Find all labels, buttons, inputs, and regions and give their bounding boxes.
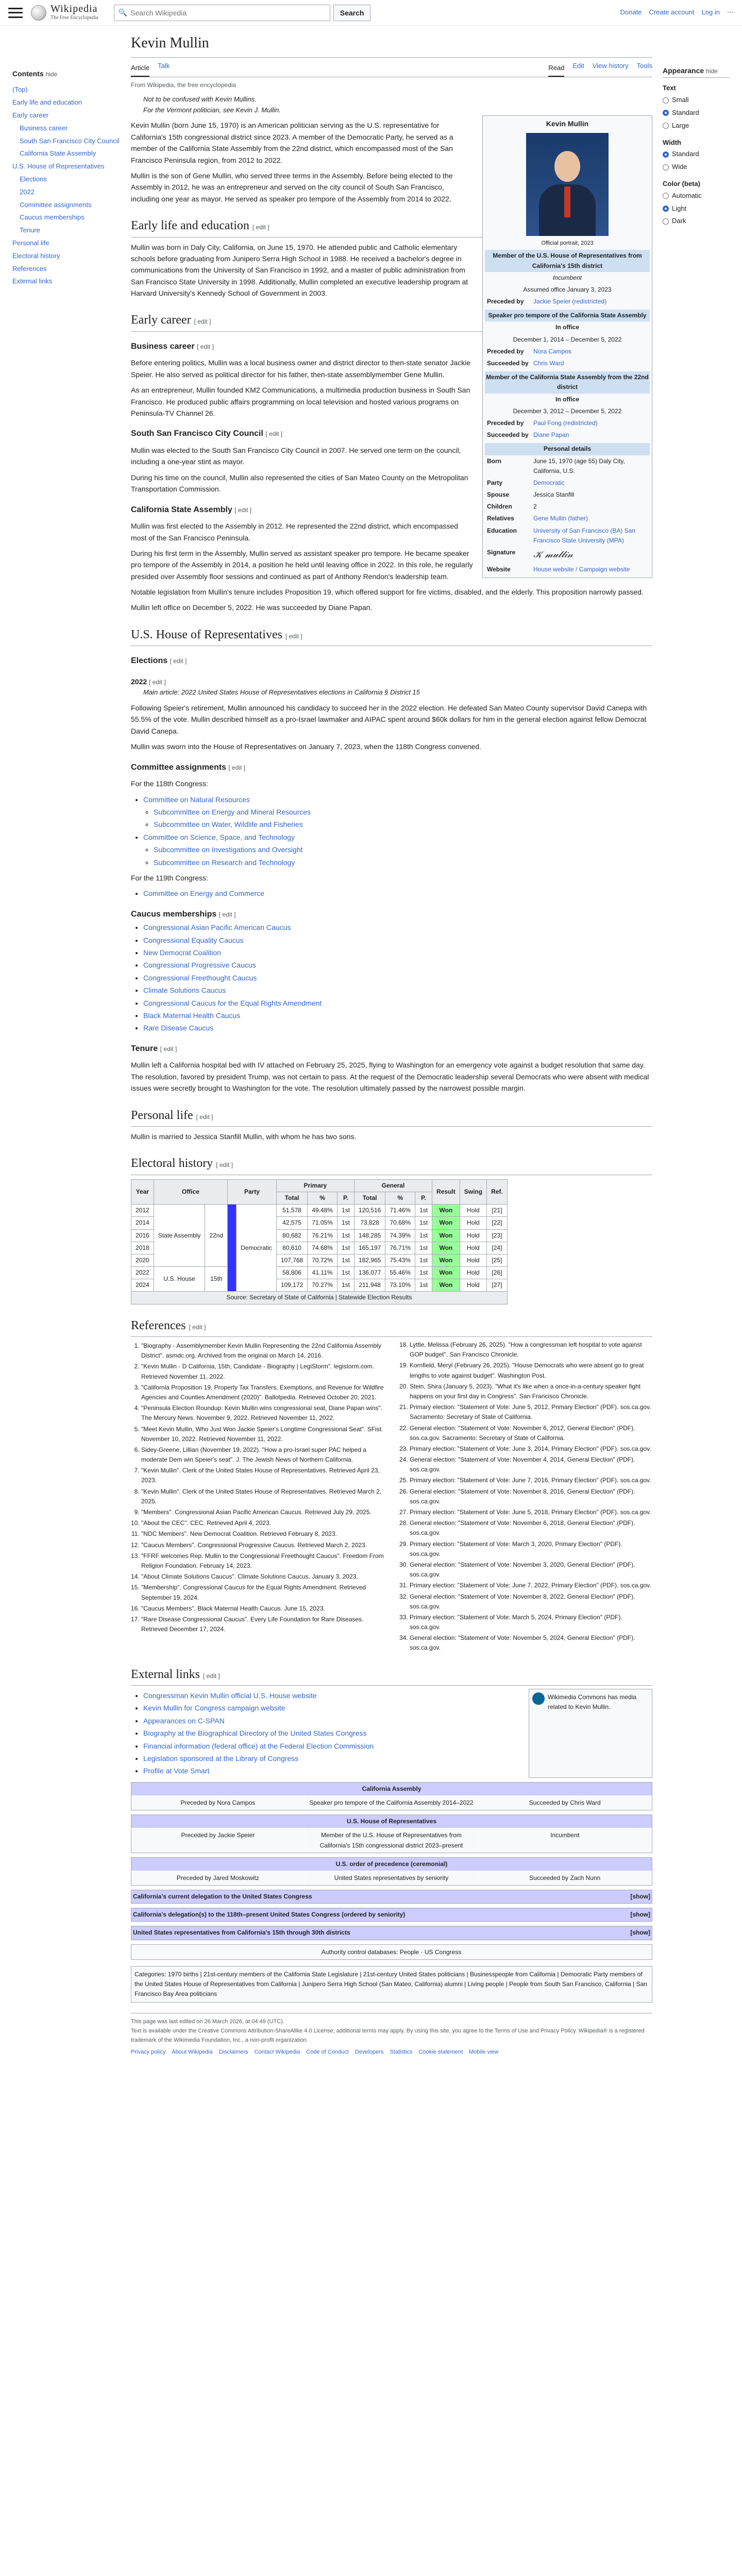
succession-cell[interactable]: Member of the U.S. House of Representatives from California's 15th congressional district 2023–present [305,1828,479,1852]
reference-item: 3. "California Proposition 19, Property Tax Transfers, Exemptions, and Revenue for Wildfire Agencies and Counties Amendment (2020)". Ballotpedia. Retrieved October 20, 2021. [141,1383,384,1402]
lead-paragraph: Kevin Mullin (born June 15, 1970) is an American politician serving as the U.S. representative for California's 15th congressional district since 2023. A member of the Democratic Party, he served as a member of the California State Assembly from the 22nd district, which encompassed most of the San Francisco Peninsula region, from 2012 to 2022. [131,121,453,164]
subsection-heading: Caucus memberships [ edit ] [131,909,236,919]
toc-item[interactable]: Elections [20,175,47,183]
succession-cell[interactable]: United States representatives by seniority [305,1871,479,1885]
appearance-option[interactable]: Light [663,202,730,215]
committee-list [143,794,652,868]
edit-link[interactable]: [ edit ] [285,632,302,640]
section-heading: External links [ edit ] [131,1665,652,1686]
footer-link[interactable]: Code of Conduct [306,2049,349,2056]
caucus-link[interactable]: Congressional Caucus for the Equal Rights Amendment [143,998,322,1007]
more-icon[interactable]: ⋯ [727,8,734,16]
subcommittee-link[interactable]: Subcommittee on Research and Technology [154,858,295,867]
login-link[interactable]: Log in [701,8,720,16]
edit-link[interactable]: [ edit ] [228,764,246,771]
caucus-link[interactable]: Congressional Asian Pacific American Caucus [143,923,291,932]
table-of-contents [12,26,121,2057]
ref-link[interactable]: [21] [487,1205,508,1217]
from-wikipedia: From Wikipedia, the free encyclopedia [131,81,237,89]
toc-item[interactable]: Caucus memberships [20,213,85,222]
external-link[interactable]: Financial information (federal office) at the Federal Election Commission [143,1741,374,1750]
toc-item[interactable]: 2022 [20,188,35,196]
appearance-option[interactable]: Standard [663,107,730,120]
page-tabs [131,61,652,77]
tab-article[interactable]: Article [131,61,149,77]
section-heading: Early career [ edit ] [131,310,652,331]
footer-link[interactable]: Disclaimers [218,2049,248,2056]
navbox[interactable]: California's delegation(s) to the 118th–present United States Congress (ordered by seniority) [show] [131,1908,652,1922]
search-box [114,5,330,21]
radio-icon [663,206,669,212]
subsection-heading: 2022 [ edit ] [131,677,166,686]
paragraph: During his time on the council, Mullin also represented the cities of San Mateo County on the Metropolitan Transportation Commission. [131,473,468,494]
edit-link[interactable]: [ edit ] [265,430,283,438]
party-color-swatch [228,1205,237,1292]
table-row: 2022 U.S. House 15th 58,806 41.11% 1st 136,077 55.46% 1st Won Hold [26] [131,1267,508,1279]
edit-link[interactable]: [ edit ] [149,678,166,686]
reference-item: 12. "Caucus Members". Congressional Progressive Caucus. Retrieved March 2, 2023. [141,1540,384,1550]
footer-link[interactable]: Cookie statement [418,2049,463,2056]
search-button[interactable]: Search [333,5,371,21]
reference-item: 22. General election: "Statement of Vote: November 6, 2012, General Election" (PDF). sos.ca.gov. Sacramento: Secretary of State of California. [410,1423,652,1443]
radio-icon [663,123,669,129]
caucus-link[interactable]: Rare Disease Caucus [143,1024,214,1032]
succession-cell[interactable]: Preceded by Jackie Speier [131,1828,305,1852]
edit-link[interactable]: [ edit ] [216,1161,233,1169]
references-list [131,1340,652,1653]
ref-link[interactable]: [24] [487,1242,508,1254]
reference-item: 26. General election: "Statement of Vote: November 8, 2016, General Election" (PDF). sos.ca.gov. [410,1487,652,1506]
succession-box: U.S. House of Representatives Preceded by Jackie Speier Member of the U.S. House of Representatives from California's 15th congressional district 2023–present Incumbent [131,1815,652,1853]
reference-item: 30. General election: "Statement of Vote: November 3, 2020, General Election" (PDF). sos.ca.gov. [410,1560,652,1580]
infobox: Kevin Mullin Official portrait, 2023 Member of the U.S. House of Representatives from California's 15th district Incumbent Assumed office January 3, 2023 Preceded by Jackie Speier (redistricted) Speaker pro tempore of the California State Assembly In office December 1, 2014 – December 5, 2022 Preceded by Nora Campos Succeeded by Chris Ward Member of the California State Assembly from the 22nd district In office December 3, 2012 – December 5, 2022 Preceded by Paul Fong (redistricted) Succeeded by Diane Papan Personal details Born June 15, 1970 (age 55) Daly City, California, U.S. Party Democratic Spouse Jessica Stanfill Children 2 Relatives Gene Mullin (father) Education University of San Francisco (BA) San Francisco State University (MPA) Signature 𝒦 𝓂𝓊𝓁𝓁𝒾𝓃 Website House website / Campaign website [482,115,652,578]
paragraph: Mullin was sworn into the House of Representatives on January 7, 2023, when the 118th Congress convened. [131,742,481,751]
toc-title: Contents hide [12,70,58,78]
tab-tools[interactable]: Tools [636,61,652,70]
external-link[interactable]: Biography at the Biographical Directory of the United States Congress [143,1729,367,1738]
reference-item: 18. Lyttle, Melissa (February 26, 2025). "How a congressman left hospital to vote against GOP budget". San Francisco Chronicle. [410,1340,652,1360]
children-value: 2 [533,503,537,511]
page-title: Kevin Mullin [131,26,652,58]
paragraph: For the 119th Congress: [131,873,208,882]
paragraph: Following Speier's retirement, Mullin announced his candidacy to succeed her in the 2022 election. He defeated San Mateo County supervisor David Canepa with 55.5% of the vote. Mullin described himself as a pro-Israel lawmaker and AIPAC spent around $60k dollars for him in the general election against fellow Democrat David Canepa. [131,704,647,735]
toc-item[interactable]: Committee assignments [20,200,92,209]
navbox-show-button[interactable]: [show] [630,1893,650,1901]
radio-icon [663,164,669,171]
term-dates: December 3, 2012 – December 5, 2022 [513,407,622,415]
main-menu-icon[interactable] [8,8,23,18]
tab-edit[interactable]: Edit [572,61,584,70]
caucus-link[interactable]: Congressional Equality Caucus [143,936,244,944]
reference-item: 32. General election: "Statement of Vote: November 8, 2022, General Election" (PDF). sos.ca.gov. [410,1592,652,1612]
office-header: Member of the California State Assembly from the 22nd district [485,371,650,393]
assumed-office: Assumed office January 3, 2023 [523,285,612,293]
license-text: Text is available under the Creative Commons Attribution-ShareAlike 4.0 License; additional terms may apply. By using this site, you agree to the Terms of Use and Privacy Policy. Wikipedia® is a registered trademark of the Wikimedia Foundation, Inc., a non-profit organization. [131,2028,645,2043]
spouse-value: Jessica Stanfill [533,491,575,499]
caucus-link[interactable]: Black Maternal Health Caucus [143,1011,241,1020]
subcommittee-link[interactable]: Subcommittee on Energy and Mineral Resources [154,807,311,816]
caucus-list [143,922,652,1034]
paragraph: Notable legislation from Mullin's tenure includes Proposition 19, which offered support for fire victims, disabled, and the elderly. This proposition narrowly passed. [131,588,644,597]
succession-cell[interactable]: Preceded by Jared Moskowitz [131,1871,305,1885]
portrait-image[interactable] [526,133,609,236]
categories-box: Categories: 1970 births | 21st-century members of the California State Legislature | 21st-century United States politicians | Businesspeople from California | Democratic Party members of the United States House of Representatives from California | Junipero Serra High School (San Mateo, California) alumni | Living people | People from South San Francisco, California | San Francisco Bay Area politicians [131,1966,652,2003]
table-row: 2024 109,172 70.27% 1st 211,948 73.10% 1st Won Hold [27] [131,1279,508,1292]
toc-item[interactable]: Electoral history [12,251,60,260]
reference-item: 2. "Kevin Mullin - D California, 15th, Candidate - Biography | LegiStorm". legistorm.com. Retrieved November 11, 2022. [141,1362,384,1381]
infobox-name: Kevin Mullin [546,120,589,128]
create-account-link[interactable]: Create account [649,8,695,16]
appearance-option[interactable]: Small [663,94,730,107]
subsection-heading: Elections [ edit ] [131,656,187,666]
radio-icon [663,97,669,104]
section-heading: Personal life [ edit ] [131,1106,652,1127]
donate-link[interactable]: Donate [620,8,642,16]
navbox-show-button[interactable]: [show] [630,1911,650,1919]
subcommittee-link[interactable]: Subcommittee on Water, Wildlife and Fisheries [154,820,303,829]
reference-item: 34. General election: "Statement of Vote: November 5, 2024, General Election" (PDF). sos.ca.gov. [410,1633,652,1653]
committee-link[interactable]: Committee on Natural Resources [143,795,250,804]
edit-link[interactable]: [ edit ] [252,224,269,231]
ref-link[interactable]: [25] [487,1254,508,1266]
reference-item: 11. "NDC Members". New Democrat Coalition. Retrieved February 8, 2023. [141,1529,384,1539]
subsection-heading: South San Francisco City Council [ edit ] [131,429,283,438]
toc-item[interactable]: U.S. House of Representatives [12,162,105,171]
portrait-caption: Official portrait, 2023 [541,240,594,246]
toc-item[interactable]: Early life and education [12,98,82,107]
relatives-link[interactable]: Gene Mullin (father) [533,515,588,522]
radio-icon [663,218,669,225]
succession-box: California Assembly Preceded by Nora Campos Speaker pro tempore of the California Assembly 2014–2022 Succeeded by Chris Ward [131,1782,652,1810]
radio-icon [663,151,669,158]
reference-item: 23. Primary election: "Statement of Vote: June 3, 2014, Primary Election" (PDF). sos.ca.gov. [410,1444,652,1454]
committee-link[interactable]: Committee on Science, Space, and Technology [143,833,295,841]
ref-link[interactable]: [27] [487,1279,508,1292]
toc-hide-button[interactable]: hide [45,71,58,78]
appearance-panel: Appearance hide Text Small Standard Large Width Standard Wide Color (beta) Automatic Light Dark [663,26,730,2057]
reference-item: 31. Primary election: "Statement of Vote: June 7, 2022, Primary Election" (PDF). sos.ca.gov. [410,1581,652,1590]
lead-paragraph: Mullin is the son of Gene Mullin, who served three terms in the Assembly. Before being elected to the Assembly in 2012, he was an entrepreneur and served on the city council of South San Francisco, including one year as mayor. He served as speaker pro tempore of the Assembly from 2014 to 2022. [131,171,453,203]
radio-icon [663,193,669,199]
footer-link[interactable]: Contact Wikipedia [254,2049,300,2056]
office-header: Member of the U.S. House of Representatives from California's 15th district [485,250,650,272]
footer-link[interactable]: Statistics [390,2049,413,2056]
paragraph: As an entrepreneur, Mullin founded KM2 Communications, a multimedia production business in South San Francisco. He produced public affairs programming on local television and hosted various programs on Peninsula-TV Channel 26. [131,386,470,417]
table-row: 2016 80,682 76.21% 1st 148,285 74.39% 1st Won Hold [23] [131,1229,508,1242]
succession-cell[interactable]: Preceded by Nora Campos [131,1796,305,1810]
toc-item[interactable]: References [12,264,47,273]
reference-item: 16. "Caucus Members". Black Maternal Health Caucus. June 15, 2023. [141,1604,384,1614]
reference-item: 27. Primary election: "Statement of Vote: June 5, 2018, Primary Election" (PDF). sos.ca.gov. [410,1507,652,1517]
edit-link[interactable]: [ edit ] [218,910,236,918]
tagline: The Free Encyclopedia [50,14,98,21]
footer [131,2013,652,2057]
tab-read[interactable]: Read [548,61,564,77]
wordmark: Wikipedia [50,3,98,14]
preceded-by-link[interactable]: Jackie Speier (redistricted) [533,298,607,306]
user-links [620,7,734,18]
external-link[interactable]: Kevin Mullin for Congress campaign website [143,1704,285,1713]
hatnote: For the Vermont politician, see Kevin J. Mullin. [143,106,281,114]
toc-item[interactable]: Personal life [12,239,49,247]
subsection-heading: California State Assembly [ edit ] [131,505,251,514]
edit-link[interactable]: [ edit ] [196,1113,213,1121]
caucus-link[interactable]: New Democrat Coalition [143,948,221,957]
succeeded-by-link[interactable]: Chris Ward [533,360,564,367]
reference-item: 4. "Peninsula Election Roundup: Kevin Mullin wins congressional seat, Diane Papan wins". The Mercury News. November 9, 2022. Retrieved November 11, 2022. [141,1403,384,1423]
paragraph: Mullin left office on December 5, 2022. He was succeeded by Diane Papan. [131,603,373,612]
search-icon: 🔍 [118,8,128,17]
table-source: Source: Secretary of State of California | Statewide Election Results [131,1292,508,1304]
section-heading: U.S. House of Representatives [ edit ] [131,625,652,646]
footer-link[interactable]: About Wikipedia [172,2049,213,2056]
toc-item[interactable]: South San Francisco City Council [20,137,120,145]
external-link[interactable]: Congressman Kevin Mullin official U.S. House website [143,1691,317,1700]
paragraph: During his first term in the Assembly, Mullin served as assistant speaker pro tempore. He became speaker pro tempore of the Assembly in 2014, a position he held until leaving office in 2022. In this role, he regularly presided over Assembly floor sessions and continued as part of Anthony Rendon's leadership team. [131,549,473,581]
table-row: 2014 42,575 71.05% 1st 73,828 70.68% 1st Won Hold [22] [131,1217,508,1229]
reference-item: 1. "Biography - Assemblymember Kevin Mullin Representing the 22nd California Assembly District". asmdc.org. Archived from the original on March 14, 2016. [141,1341,384,1361]
education-link[interactable]: University of San Francisco (BA) San Francisco State University (MPA) [533,527,636,544]
edit-link[interactable]: [ edit ] [194,318,211,326]
reference-item: 6. Sidey-Greene, Lillian (November 19, 2022). "How a pro-Israel super PAC helped a moderate Dem win Speier's seat". J. The Jewish News of Northern California. [141,1445,384,1465]
paragraph: For the 118th Congress: [131,779,208,788]
hatnote: Not to be confused with Kevin Mullins. [143,95,257,103]
ref-link[interactable]: [22] [487,1217,508,1229]
committee-link[interactable]: Committee on Energy and Commerce [143,889,264,898]
edit-link[interactable]: [ edit ] [170,657,187,665]
succession-cell[interactable]: Speaker pro tempore of the California Assembly 2014–2022 [305,1796,479,1810]
navbox-show-button[interactable]: [show] [630,1929,650,1937]
table-row: 2018 80,610 74.68% 1st 165,197 76.71% 1st Won Hold [24] [131,1242,508,1254]
subsection-heading: Committee assignments [ edit ] [131,762,246,772]
reference-item: 5. "Meet Kevin Mullin, Who Just Won Jackie Speier's Longtime Congressional Seat". SFist. November 10, 2022. Retrieved November 11, 2022. [141,1425,384,1444]
commons-box: Wikimedia Commons has media related to Kevin Mullin. [529,1689,652,1778]
reference-item: 8. "Kevin Mullin". Clerk of the United States House of Representatives. Retrieved March 2, 2025. [141,1487,384,1506]
term-dates: December 1, 2014 – December 5, 2022 [513,335,622,343]
subsection-heading: Business career [ edit ] [131,342,214,351]
ref-link[interactable]: [26] [487,1267,508,1279]
reference-item: 21. Primary election: "Statement of Vote: June 5, 2012, Primary Election" (PDF). sos.ca.gov. Sacramento: Secretary of State of California. [410,1402,652,1422]
globe-icon [31,5,46,21]
paragraph: Mullin is married to Jessica Stanfill Mullin, with whom he has two sons. [131,1132,357,1141]
section-heading: Early life and education [ edit ] [131,216,652,237]
edit-link[interactable]: [ edit ] [203,1672,220,1680]
edit-link[interactable]: [ edit ] [160,1045,177,1053]
toc-item[interactable]: California State Assembly [20,149,96,158]
electoral-history-table: Year Office Party Primary General Result Swing Ref. Total % P. Total % P. 2012 State Assembly 22nd Democratic 51,578 49.48% 1st 120,516 71.46% 1st Won Hold [21] 2014 42,575 71.05% 1st 73,828 70.68% 1st Won Hold [22] 2016 80,682 76.21% 1st 148,285 74.39% 1st Won Hold [23] 2018 80,610 74.68% 1st 165,197 76.71% 1st Won Hold [24] 2020 107,768 70.72% 1st 182,965 75.43% 1st Won Hold [25] 2022 U.S. House 15th 58,806 41.11% 1st 136,077 55.46% 1st Won Hold [26] 2024 109,172 70.27% 1st 211,948 73.10% 1st Won Hold [27] Source: Secretary of State of California | Statewide Election Results [131,1179,508,1304]
reference-item: 24. General election: "Statement of Vote: November 4, 2014, General Election" (PDF). sos.ca.gov. [410,1455,652,1475]
external-link[interactable]: Legislation sponsored at the Library of Congress [143,1754,299,1762]
navbox[interactable]: California's current delegation to the United States Congress [show] [131,1890,652,1904]
party-link[interactable]: Democratic [533,479,565,486]
paragraph: Mullin was elected to the South San Francisco City Council in 2007. He served one term on the council, including a one-year stint as mayor. [131,446,461,466]
paragraph: Before entering politics, Mullin was a local business owner and district director to then-state senator Jackie Speier. He also served as political director for his father, then-state assemblymember Gene Mullin. [131,359,471,379]
tab-view-history[interactable]: View history [592,61,629,70]
caucus-link[interactable]: Congressional Progressive Caucus [143,961,256,970]
toc-item[interactable]: Business career [20,124,68,132]
external-link[interactable]: Appearances on C-SPAN [143,1716,225,1725]
subcommittee-link[interactable]: Subcommittee on Investigations and Oversight [154,845,303,854]
search-input[interactable] [130,9,326,17]
appearance-option[interactable]: Automatic [663,190,730,202]
site-header [0,0,742,26]
article-content [121,26,663,2057]
authority-control: Authority control databases: People · US Congress [131,1944,652,1960]
section-heading: References [ edit ] [131,1316,652,1337]
toc-item[interactable]: External links [12,277,53,285]
personal-header: Personal details [485,443,650,455]
reference-item: 10. "About the CEC". CEC. Retrieved April 4, 2023. [141,1518,384,1528]
commons-icon [532,1692,545,1705]
toc-item[interactable]: Early career [12,111,49,119]
appearance-option[interactable]: Dark [663,215,730,228]
appearance-option[interactable]: Wide [663,161,730,174]
appearance-hide-button[interactable]: hide [706,67,718,75]
preceded-by-link[interactable]: Paul Fong (redistricted) [533,419,598,427]
paragraph: Mullin was first elected to the Assembly in 2012. He represented the 22nd district, which encompassed most of the San Francisco Peninsula. [131,522,458,542]
preceded-by-link[interactable]: Nora Campos [533,347,572,355]
signature-image: 𝒦 𝓂𝓊𝓁𝓁𝒾𝓃 [533,549,573,561]
edit-link[interactable]: [ edit ] [234,506,251,514]
footer-link[interactable]: Privacy policy [131,2049,166,2056]
reference-item: 25. Primary election: "Statement of Vote: June 7, 2016, Primary Election" (PDF). sos.ca.gov. [410,1476,652,1485]
reference-item: 29. Primary election: "Statement of Vote: March 3, 2020, Primary Election" (PDF). sos.ca.gov. [410,1539,652,1559]
toc-item[interactable]: (Top) [12,86,28,94]
external-links-list [143,1689,374,1778]
reference-item: 15. "Membership". Congressional Caucus for the Equal Rights Amendment. Retrieved September 19, 2024. [141,1583,384,1602]
succession-box: U.S. order of precedence (ceremonial) Preceded by Jared Moskowitz United States representatives by seniority Succeeded by Zach Nunn [131,1857,652,1886]
navbox[interactable]: United States representatives from California's 15th through 30th districts [show] [131,1926,652,1940]
committee-list [143,888,652,899]
reference-item: 14. "About Climate Solutions Caucus". Climate Solutions Caucus. January 3, 2023. [141,1572,384,1582]
reference-item: 9. "Members". Congressional Asian Pacific American Caucus. Retrieved July 29, 2025. [141,1507,384,1517]
reference-item: 33. Primary election: "Statement of Vote: March 5, 2024, Primary Election" (PDF). sos.ca.gov. [410,1613,652,1632]
reference-item: 7. "Kevin Mullin". Clerk of the United States House of Representatives. Retrieved April 23, 2023. [141,1466,384,1485]
reference-item: 17. "Rare Disease Congressional Caucus". Every Life Foundation for Rare Diseases. Retrieved December 17, 2024. [141,1615,384,1634]
website-link[interactable]: House website / Campaign website [533,565,630,573]
caucus-link[interactable]: Climate Solutions Caucus [143,986,226,995]
appearance-option[interactable]: Standard [663,148,730,161]
paragraph: Mullin left a California hospital bed with IV attached on February 25, 2025, flying to Washington for an emergency vote against a budget resolution that same day. The resolution, favored by president Trump, was not certain to pass. At the request of the Democratic leadership several Democrats who were absent with medical issues were secretly brought to Washington for the vote. The resolution ultimately passed by the narrowest possible margin. [131,1061,649,1093]
incumbent-label: Incumbent [552,274,582,281]
toc-item[interactable]: Tenure [20,226,40,234]
caucus-link[interactable]: Congressional Freethought Caucus [143,973,257,982]
main-article-note: Main article: 2022 United States House of Representatives elections in California § District 15 [143,688,420,697]
section-heading: Electoral history [ edit ] [131,1154,652,1175]
succession-cell[interactable]: Incumbent [478,1828,652,1852]
reference-item: 28. General election: "Statement of Vote: November 6, 2018, General Election" (PDF). sos.ca.gov. [410,1518,652,1538]
succession-cell[interactable]: Succeeded by Chris Ward [478,1796,652,1810]
ref-link[interactable]: [23] [487,1229,508,1242]
footer-link[interactable]: Mobile view [469,2049,499,2056]
external-link[interactable]: Profile at Vote Smart [143,1767,210,1775]
appearance-option[interactable]: Large [663,120,730,132]
edit-link[interactable]: [ edit ] [189,1323,206,1331]
tab-talk[interactable]: Talk [158,61,170,70]
wikipedia-logo[interactable] [31,4,98,22]
subsection-heading: Tenure [ edit ] [131,1044,177,1053]
born-value: June 15, 1970 (age 55) Daly City, California, U.S. [533,457,625,474]
radio-icon [663,110,669,116]
footer-link[interactable]: Developers [355,2049,384,2056]
reference-item: 20. Stein, Shira (January 5, 2023). "What it's like when a once-in-a-century speaker fight happens on your first day in Congress". San Francisco Chronicle. [410,1382,652,1401]
table-row: 2012 State Assembly 22nd Democratic 51,578 49.48% 1st 120,516 71.46% 1st Won Hold [21] [131,1205,508,1217]
office-header: Speaker pro tempore of the California State Assembly [485,310,650,321]
table-row: 2020 107,768 70.72% 1st 182,965 75.43% 1st Won Hold [25] [131,1254,508,1266]
reference-item: 13. "FFRF welcomes Rep. Mullin to the Congressional Freethought Caucus". Freedom From Religion Foundation. February 14, 2023. [141,1551,384,1571]
succession-cell[interactable]: Succeeded by Zach Nunn [478,1871,652,1885]
paragraph: Mullin was born in Daly City, California, on June 15, 1970. He attended public and Catholic elementary schools before graduating from Junipero Serra High School in 1988. He received a bachelor's degree in communications from the University of San Francisco in 1992, and a master of public administration from San Francisco State University in 1998. Additionally, Mullin completed an executive leadership program at Harvard University's Kennedy School of Government in 2003. [131,243,468,298]
last-edited: This page was last edited on 26 March 2026, at 04:49 (UTC). [131,2019,284,2025]
succeeded-by-link[interactable]: Diane Papan [533,431,569,439]
edit-link[interactable]: [ edit ] [197,343,214,350]
reference-item: 19. Kornfield, Meryl (February 26, 2025). "House Democrats who were absent go to great lengths to vote against budget". Washington Post. [410,1361,652,1380]
